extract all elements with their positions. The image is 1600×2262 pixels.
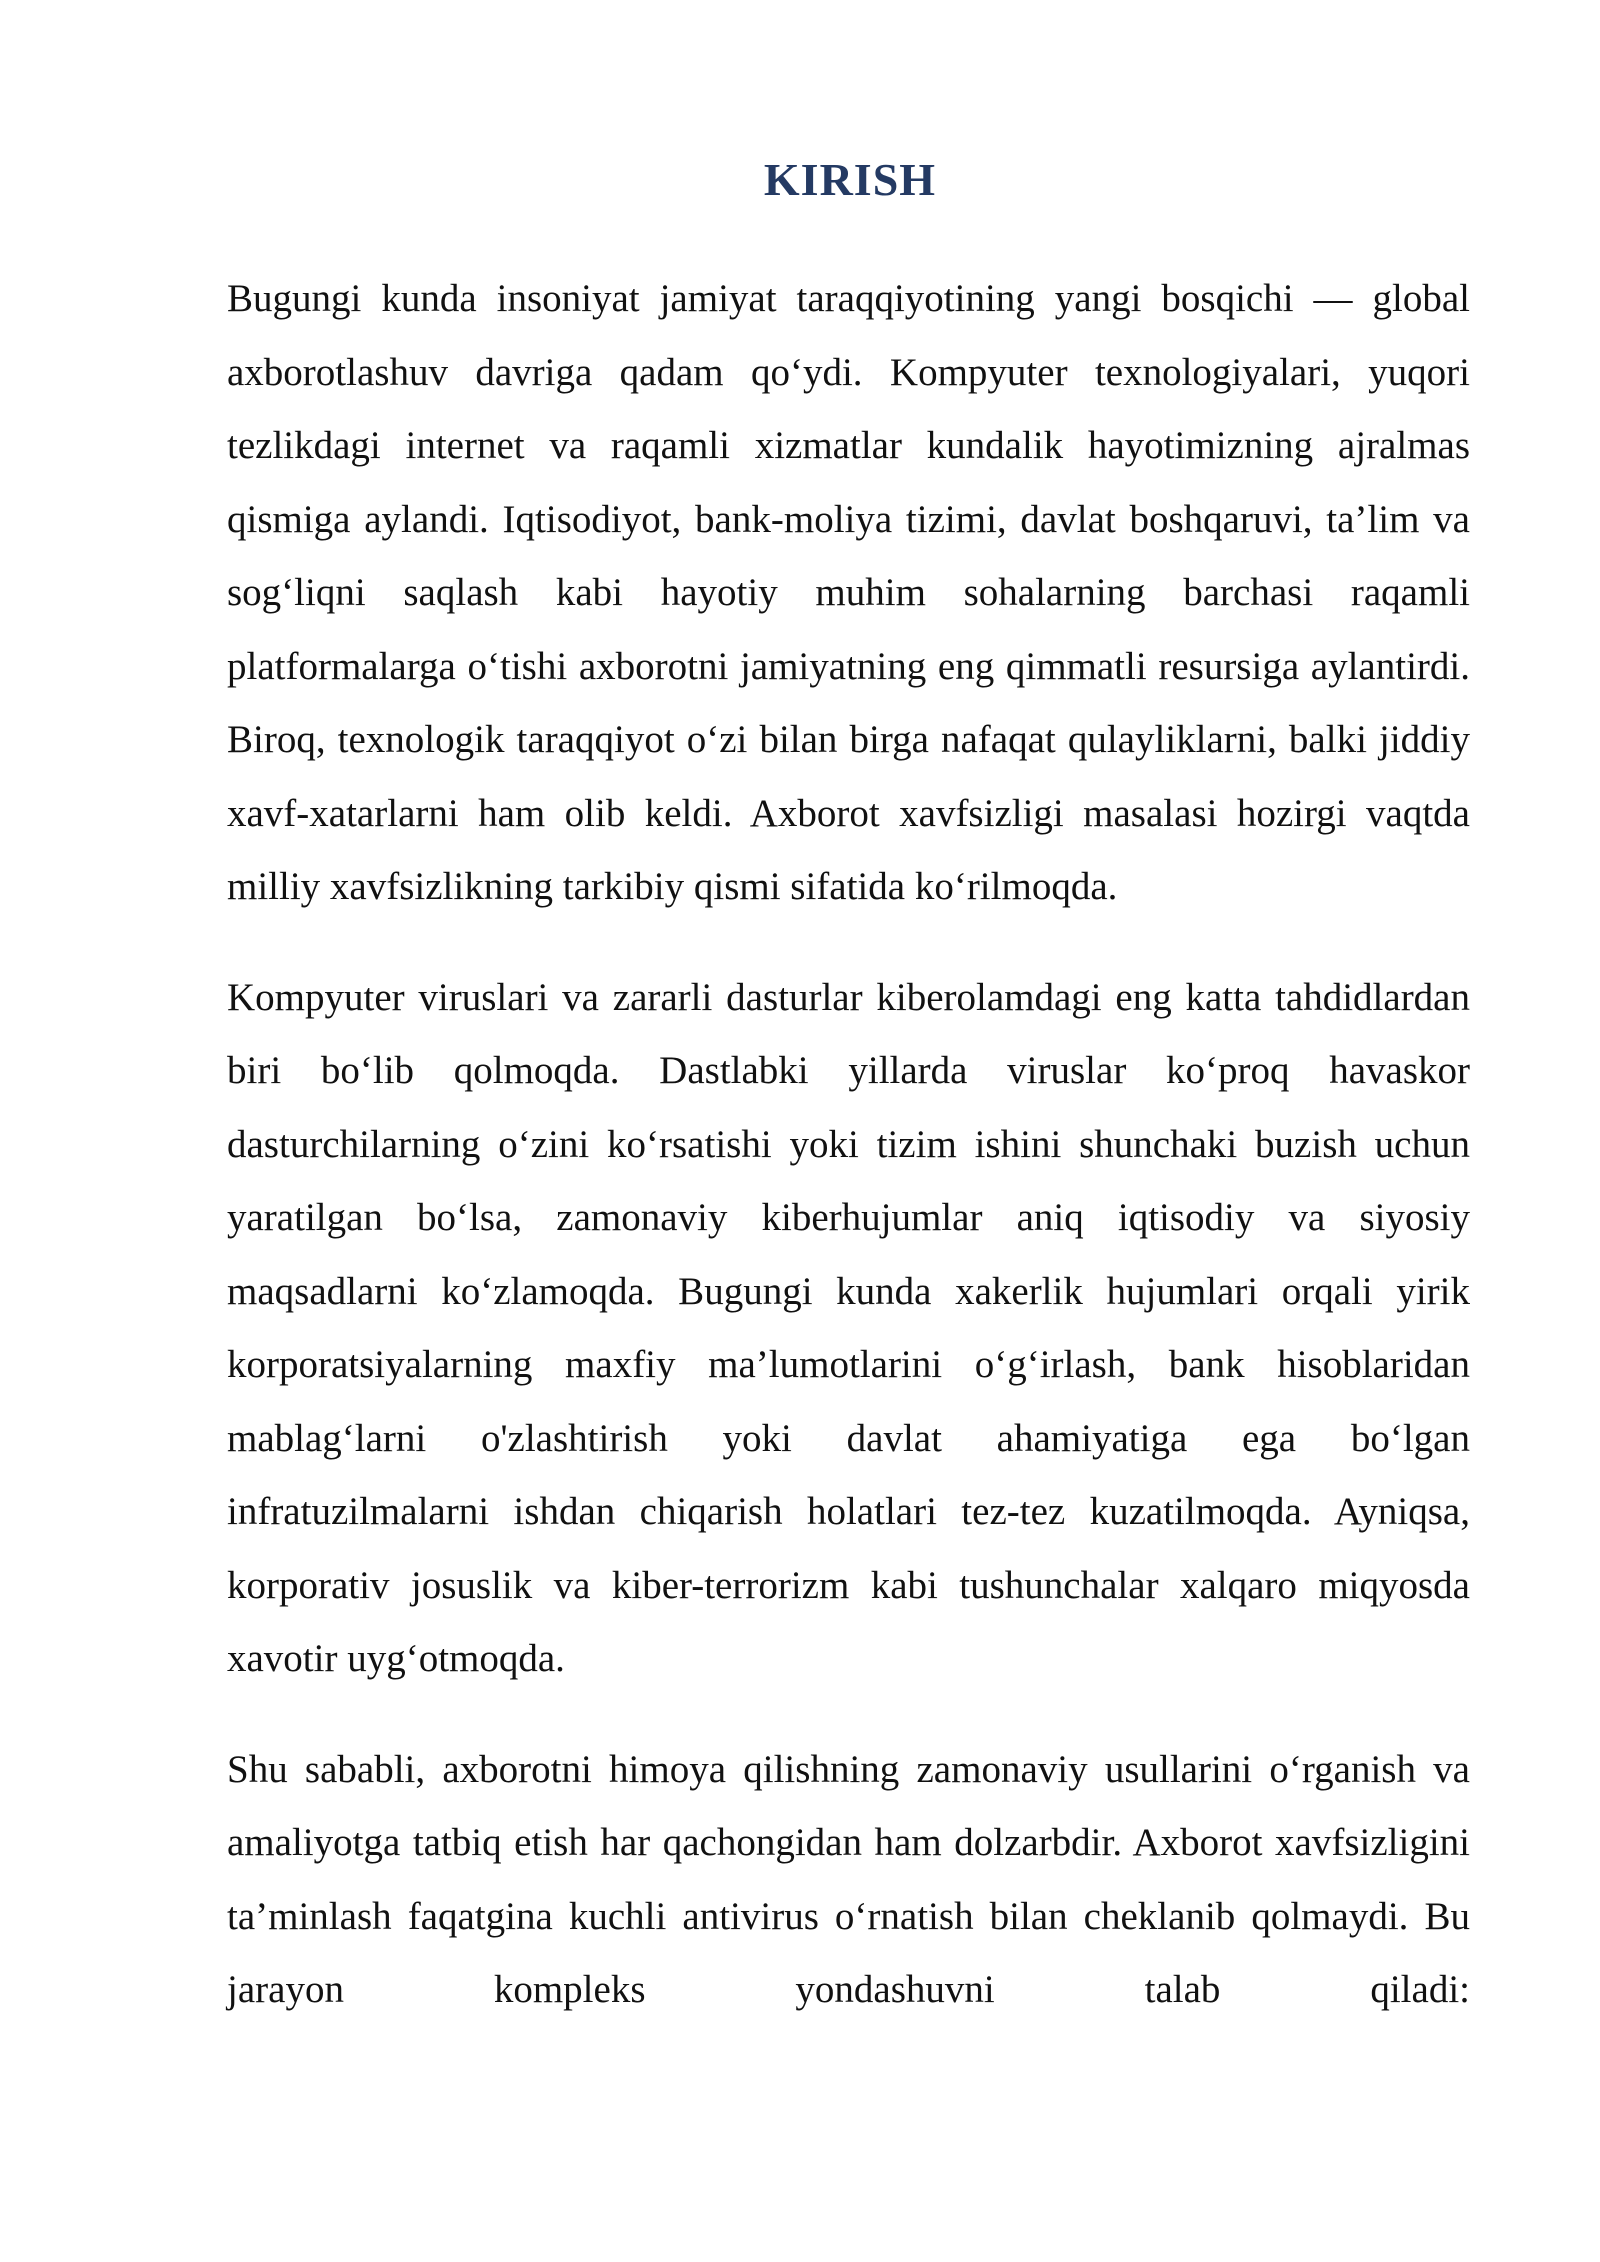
paragraph: Bugungi kunda insoniyat jamiyat taraqqiyotining yangi bosqichi — global axborotlashuv davriga qadam qo‘ydi. Kompyuter texnologiyalari, yuqori tezlikdagi internet va raqamli xizmatlar kundalik hayotimizning ajralmas qismiga aylandi. Iqtisodiyot, bank-moliya tizimi, davlat boshqaruvi, ta’lim va sog‘liqni saqlash kabi hayotiy muhim sohalarning barchasi raqamli platformalarga o‘tishi axborotni jamiyatning eng qimmatli resursiga aylantirdi. Biroq, texnologik taraqqiyot o‘zi bilan birga nafaqat qulayliklarni, balki jiddiy xavf-xatarlarni ham olib keldi. Axborot xavfsizligi masalasi hozirgi vaqtda milliy xavfsizlikning tarkibiy qismi sifatida ko‘rilmoqda. bbox=[227, 277, 1470, 908]
document-body bbox=[227, 262, 1470, 2064]
paragraph: Shu sababli, axborotni himoya qilishning zamonaviy usullarini o‘rganish va amaliyotga tatbiq etish har qachongidan ham dolzarbdir. Axborot xavfsizligini ta’minlash faqatgina kuchli antivirus o‘rnatish bilan cheklanib qolmaydi. Bu jarayon kompleks yondashuvni talab qiladi: bbox=[227, 1747, 1470, 2011]
page-title: KIRISH bbox=[763, 154, 937, 205]
paragraph: Kompyuter viruslari va zararli dasturlar kiberolamdagi eng katta tahdidlardan biri bo‘lib qolmoqda. Dastlabki yillarda viruslar ko‘proq havaskor dasturchilarning o‘zini ko‘rsatishi yoki tizim ishini shunchaki buzish uchun yaratilgan bo‘lsa, zamonaviy kiberhujumlar aniq iqtisodiy va siyosiy maqsadlarni ko‘zlamoqda. Bugungi kunda xakerlik hujumlari orqali yirik korporatsiyalarning maxfiy ma’lumotlarini o‘g‘irlash, bank hisoblaridan mablag‘larni o'zlashtirish yoki davlat ahamiyatiga ega bo‘lgan infratuzilmalarni ishdan chiqarish holatlari tez-tez kuzatilmoqda. Ayniqsa, korporativ josuslik va kiber-terrorizm kabi tushunchalar xalqaro miqyosda xavotir uyg‘otmoqda. bbox=[227, 975, 1470, 1680]
